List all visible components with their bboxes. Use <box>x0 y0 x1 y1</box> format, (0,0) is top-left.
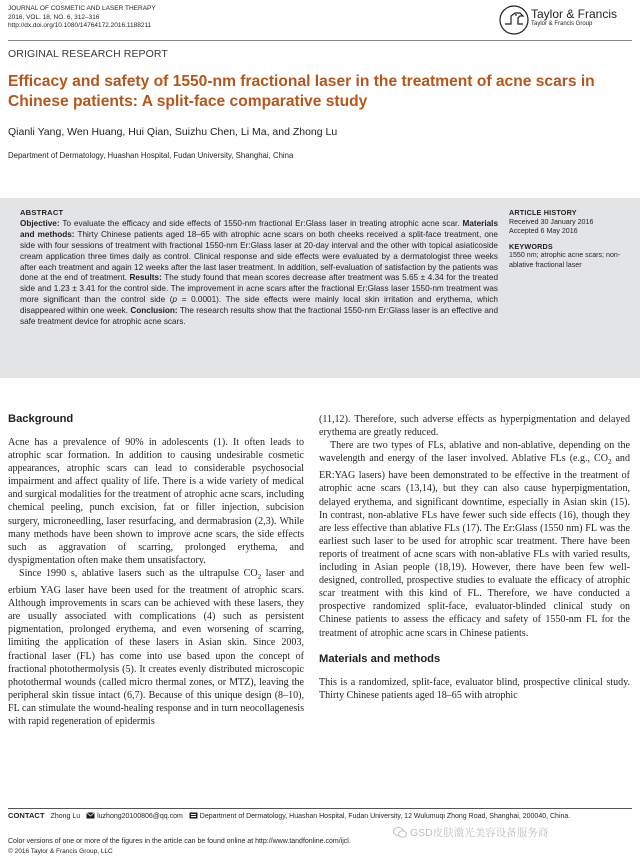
affiliation: Department of Dermatology, Huashan Hospital, Fudan University, Shanghai, China <box>8 151 294 160</box>
publisher-logo <box>531 7 617 27</box>
results-text: The study found that mean scores decrease after treatment was 5.65 ± 4.34 for the treated side and 1.23 ± 3.41 for the control side. The improvement in acne scars after the fractional Er:Glass laser 1550-nm treatment was more significant than the control side ( <box>20 273 499 305</box>
contact-block <box>8 811 628 821</box>
p-value-symbol: p <box>172 295 178 305</box>
methods-heading: Materials and methods <box>319 652 441 665</box>
background-paragraph-2 <box>8 567 304 728</box>
copyright: © 2016 Taylor & Francis Group, LLC <box>8 848 113 855</box>
conclusion-label: Conclusion: <box>130 306 178 316</box>
contact-name: Zhong Lu <box>50 813 81 820</box>
watermark-text: GSD皮肤激光美容设备服务商 <box>410 827 549 839</box>
body-right-column <box>319 413 630 702</box>
color-figures-note: Color versions of one or more of the figures in the article can be found online at http://www.tandfonline.com/ijcl. <box>8 838 351 845</box>
bg-p2-text-a: Since 1990 s, ablative lasers such as the ultrapulse CO <box>19 567 258 579</box>
address-icon <box>189 812 198 819</box>
footer-rule <box>8 808 632 809</box>
co2-subscript-2: 2 <box>608 458 612 467</box>
publisher-name: Taylor & Francis <box>531 7 618 21</box>
article-type: ORIGINAL RESEARCH REPORT <box>8 48 168 60</box>
contact-address: Department of Dermatology, Huashan Hospital, Fudan University, 12 Wulumuqi Zhong Road, Shanghai, 200040, China. <box>199 813 571 820</box>
keywords: 1550 nm; atrophic acne scars; non-ablative fractional laser <box>509 251 621 269</box>
right-paragraph-2 <box>319 439 630 639</box>
right-paragraph-1: (11,12). Therefore, such adverse effects as hyperpigmentation and delayed erythema are greatly reduced. <box>319 414 630 439</box>
methods-label: Materials and methods: <box>20 218 498 239</box>
received-date: Received 30 January 2016 <box>509 217 594 226</box>
volume-line: 2016, VOL. 18, NO. 6, 312–316 <box>8 13 100 21</box>
doi-link[interactable]: http://dx.doi.org/10.1080/14764172.2016.1188211 <box>8 22 152 30</box>
accepted-date: Accepted 6 May 2016 <box>509 227 578 236</box>
journal-header <box>8 5 156 31</box>
publisher-logo-icon <box>498 4 530 36</box>
objective-text: To evaluate the efficacy and side effects of 1550-nm fractional Er:Glass laser in treating atrophic acne scar. <box>59 218 463 228</box>
background-paragraph-1: Acne has a prevalence of 90% in adolescents (1). It often leads to atrophic scar formation. In addition to causing undesirable cosmetic appearances, atrophic scars can lead to considerable psychosocial impairment and affect quality of life. There is a wide variety of medical and surgical modalities for the treatment of atrophic acne scars, including chemical peeling, punch excision, fat or filler injection, subcision surgery, microneedling, laser resurfacing, and dermabrasion (2,3). While many methods have been shown to improve acne scars, the side effects such as aggravation of scarring, prolonged erythema, and dyspigmentation often make them unsatisfactory. <box>8 437 304 566</box>
results-text-2: = 0.0001). The side effects were mainly local skin irritation and erythema, which disappeared within one week. <box>20 295 498 316</box>
wechat-icon <box>393 827 407 838</box>
abstract-heading: ABSTRACT <box>20 208 64 217</box>
background-heading: Background <box>8 413 74 425</box>
body-left-column <box>8 413 304 728</box>
email-icon <box>86 812 95 819</box>
abstract <box>20 208 498 328</box>
results-label: Results: <box>129 273 162 283</box>
article-title: Efficacy and safety of 1550-nm fractional laser in the treatment of acne scars in Chinese patients: A split-face comparative study <box>8 73 595 110</box>
co2-subscript: 2 <box>257 572 262 581</box>
watermark <box>393 825 548 840</box>
keywords-label: KEYWORDS <box>509 241 553 251</box>
methods-paragraph-1: This is a randomized, split-face, evaluator blind, prospective clinical study. Thirty Chinese patients aged 18–65 with atrophic <box>319 676 630 701</box>
right-p2-text-b: and ER:YAG lasers) have been demonstrated to be effective in the treatment of atrophic acne scars (13,14), but they can also cause hyperpigmentation, delayed erythema, and significant downtime, especially in Asian skin (15). In contrast, non-ablative FLs have fewer such side effects (16), though they are less effective than ablative FLs (17). The Er:Glass (1550 nm) FL was the earliest such laser to be used for atrophic scar treatment. There have been reports of treatment of acne scars with non-ablative FLs with varied results, including in Asian people (18,19). However, there have been few well-designed, controlled, prospective studies to evaluate the efficacy of atrophic scar treatment with this kind of FL. Therefore, we have conducted a prospective randomized split-face, evaluator-blinded clinical study on Chinese patients to assess the efficacy and safety of 1550-nm FL for the treatment of atrophic acne scars in Chinese patients. <box>319 453 630 639</box>
journal-name: JOURNAL OF COSMETIC AND LASER THERAPY <box>8 5 156 12</box>
article-info <box>509 208 629 276</box>
publisher-group: Taylor & Francis Group <box>531 21 593 27</box>
history-label: ARTICLE HISTORY <box>509 208 577 217</box>
methods-text: Thirty Chinese patients aged 18–65 with atrophic acne scars on both cheeks received a split-face treatment, one side with four sessions of treatment with fractional 1550-nm Er:Glass laser at 20-day interval and the other with topical asiaticoside cream application three times daily as control. Clinical response and side effects were evaluated by a dermatologist three weeks after each treatment and again 12 weeks after the last laser treatment. In addition, self-evaluation of satisfaction by the patients was done at the end of treatment. <box>20 229 498 283</box>
header-rule <box>8 40 632 41</box>
objective-label: Objective: <box>20 218 60 228</box>
right-p2-text-a: There are two types of FLs, ablative and non-ablative, depending on the wavelength and energy of the laser involved. Ablative FLs (e.g., CO <box>319 440 630 465</box>
authors: Qianli Yang, Wen Huang, Hui Qian, Suizhu Chen, Li Ma, and Zhong Lu <box>8 126 338 138</box>
bg-p2-text-b: laser and erbium YAG laser have been used for the treatment of atrophic scars. Although improvements in scars can be achieved with these lasers, they are usually associated with complications (4) such as persistent pigmentation, prolonged erythema, and even worsening of scarring, limiting the application of these lasers in Asian skin. Since 2003, fractional laser (FL) has come into use based upon the concept of fractional photothermolysis (5). It creates evenly distributed microscopic photothermal wounds (called micro thermal zones, or MTZ), leaving the peripheral skin tissue intact (6,7). Because of this unique design (8–10), FL can stimulate the wound-healing response and in turn neocollagenesis with rapid regeneration of epidermis <box>8 567 304 727</box>
contact-label: CONTACT <box>8 811 45 820</box>
conclusion-text: The research results show that the fractional 1550-nm Er:Glass laser is an effective and safe treatment device for atrophic acne scars. <box>20 306 499 327</box>
contact-email[interactable]: luzhong20100806@qq.com <box>97 813 183 820</box>
